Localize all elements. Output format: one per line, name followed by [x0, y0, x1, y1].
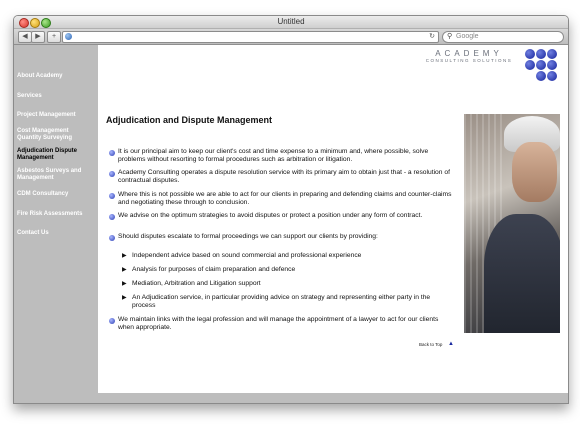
search-field[interactable] — [442, 31, 564, 43]
globe-icon — [65, 33, 72, 40]
logo-dot — [547, 71, 557, 81]
bullet-icon — [109, 193, 115, 199]
browser-window — [13, 15, 569, 404]
sidebar-nav — [14, 45, 98, 393]
search-placeholder: Google — [456, 33, 479, 40]
sidebar-item-services[interactable]: Services — [17, 93, 42, 99]
bullet-icon — [109, 214, 115, 220]
photo-face — [512, 142, 557, 202]
back-arrow-icon: ◀ — [22, 33, 28, 40]
sidebar-item-cost-management[interactable]: Cost Management Quantity Surveying — [17, 128, 73, 141]
bullet-icon — [109, 150, 115, 156]
sidebar-item-about[interactable]: About Academy — [17, 73, 63, 79]
logo-dot — [536, 49, 546, 59]
address-bar[interactable] — [62, 31, 439, 43]
paragraph-3: Where this is not possible we are able to act for our clients in preparing and defending claims and counter-claims and negotiating these through to conclusion. — [118, 191, 452, 207]
bullet-icon — [109, 318, 115, 324]
final-paragraph: We maintain links with the legal profession and will manage the appointment of a lawyer to act for our clients when appropriate. — [118, 316, 439, 332]
up-arrow-icon[interactable]: ▲ — [448, 341, 454, 347]
page-content — [14, 45, 568, 403]
page-title: Adjudication and Dispute Management — [106, 115, 273, 125]
plus-icon: + — [51, 33, 57, 40]
paragraph-4: We advise on the optimum strategies to avoid disputes or protect a position under any form of contract. — [118, 212, 423, 219]
bullet-icon — [109, 171, 115, 177]
logo-dot — [525, 49, 535, 59]
reload-icon[interactable]: ↻ — [429, 33, 435, 40]
engineer-photo — [464, 114, 560, 333]
sidebar-item-asbestos[interactable]: Asbestos Surveys and Management — [17, 168, 82, 181]
logo-dot — [536, 71, 546, 81]
sidebar-item-fire-risk[interactable]: Fire Risk Assessments — [17, 211, 83, 217]
sidebar-item-contact[interactable]: Contact Us — [17, 230, 49, 236]
subitem-3: Mediation, Arbitration and Litigation support — [132, 280, 261, 287]
paragraph-1: It is our principal aim to keep our client's cost and time expense to a minimum and, where possible, solve problems without resorting to formal procedures such as arbitration or litigation. — [118, 148, 429, 164]
browser-toolbar — [14, 29, 568, 45]
search-icon: ⚲ — [447, 33, 453, 40]
arrow-right-icon: ▶ — [122, 253, 127, 259]
subitem-2: Analysis for purposes of claim preparation and defence — [132, 266, 296, 273]
logo-dots-icon — [525, 49, 565, 89]
paragraph-5: Should disputes escalate to formal proceedings we can support our clients by providing: — [118, 233, 378, 240]
sidebar-item-adjudication[interactable]: Adjudication Dispute Management — [17, 148, 77, 161]
company-logo-text — [417, 49, 521, 64]
logo-dot — [547, 60, 557, 70]
sidebar-item-cdm[interactable]: CDM Consultancy — [17, 191, 69, 197]
bullet-icon — [109, 235, 115, 241]
window-title: Untitled — [277, 17, 305, 26]
photo-coat — [484, 214, 560, 333]
forward-button[interactable] — [31, 31, 45, 43]
add-bookmark-button[interactable] — [47, 31, 61, 43]
back-button[interactable] — [18, 31, 32, 43]
logo-dot — [525, 60, 535, 70]
logo-dot — [547, 49, 557, 59]
logo-dot — [536, 60, 546, 70]
arrow-right-icon: ▶ — [122, 267, 127, 273]
logo-sub: CONSULTING SOLUTIONS — [425, 58, 513, 63]
sidebar-item-project-management[interactable]: Project Management — [17, 112, 76, 118]
arrow-right-icon: ▶ — [122, 295, 127, 301]
logo-main: ACADEMY — [435, 49, 503, 58]
subitem-1: Independent advice based on sound commercial and professional experience — [132, 252, 362, 259]
paragraph-2: Academy Consulting operates a dispute resolution service with its primary aim to obtain just that - a resolution of contractual disputes. — [118, 169, 450, 185]
footer-band — [14, 393, 568, 403]
arrow-right-icon: ▶ — [122, 281, 127, 287]
subitem-4: An Adjudication service, in particular providing advice on strategy and representing either party in the process — [132, 294, 431, 310]
forward-arrow-icon: ▶ — [35, 33, 41, 40]
back-to-top-link[interactable]: Back to Top — [419, 342, 443, 347]
title-bar — [14, 16, 568, 29]
